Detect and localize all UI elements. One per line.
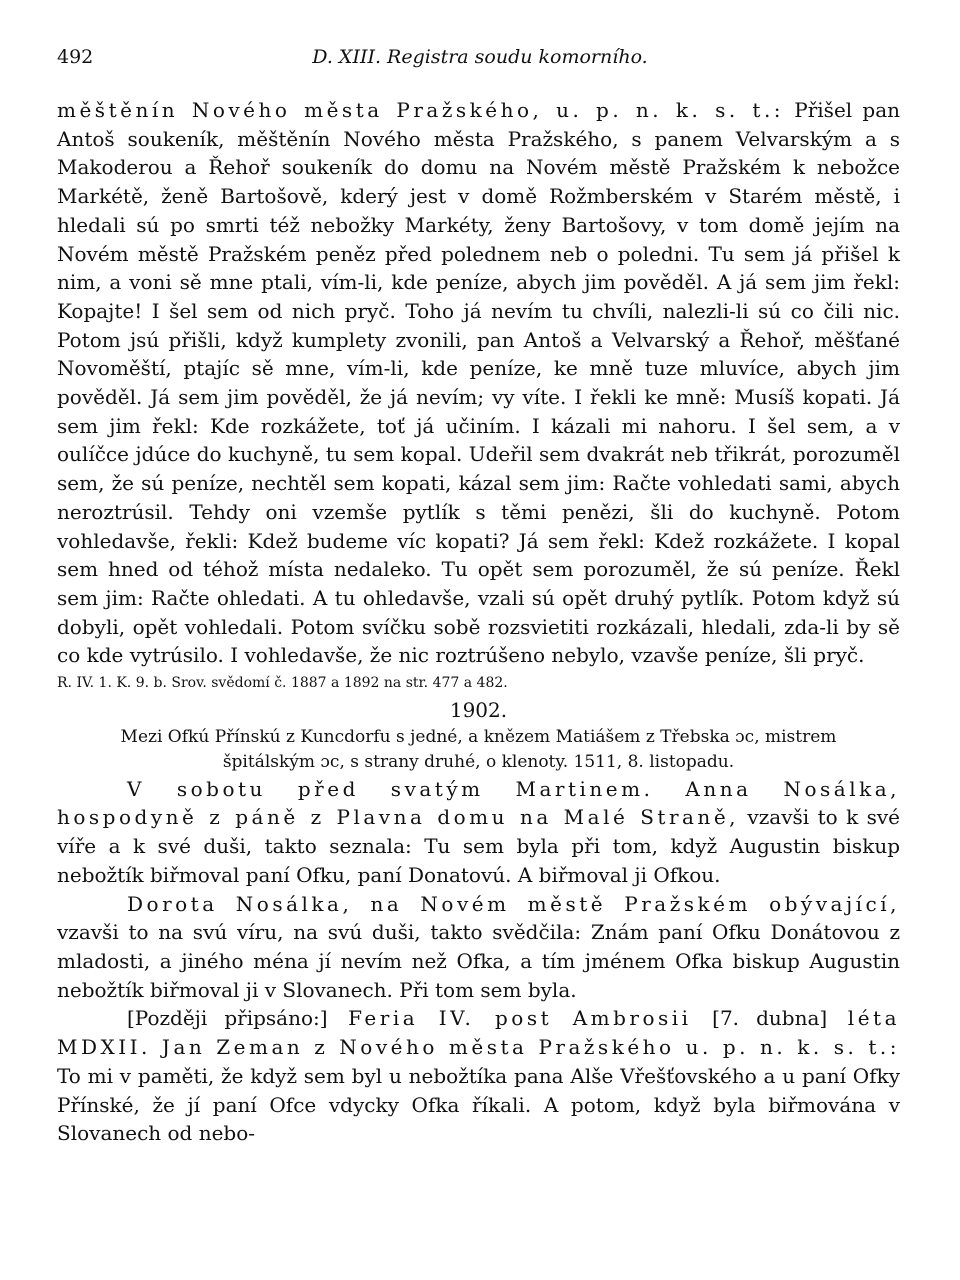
paragraph-testimony-4 — [57, 1004, 900, 1148]
spaced-phrase: V sobotu před svatým Martinem. Anna Nosálka, hospodyně z páně z Plavna domu na Malé Straně, — [57, 776, 900, 830]
paragraph-text: To mi v paměti, že když sem byl u nebožtíka pana Alše Vřešťovského a u paní Ofky Přínské, že jí paní Ofce vdycky Ofka říkali. A potom, když byla biřmována v Slovanech od nebo- — [57, 1063, 900, 1146]
body-text — [57, 96, 900, 1148]
entry-title: Mezi Ofkú Přínskú z Kuncdorfu s jedné, a knězem Matiášem z Třebska ɔc, mistrem špitálským ɔc, s strany druhé, o klenoty. 1511, 8. listopadu. — [120, 726, 837, 772]
paragraph-text: Přišel pan Antoš soukeník, měštěnín Nového města Pražského, s panem Velvarským a s Makoderou a Řehoř soukeník do domu na Novém městě Pražském k nebožce Markétě, ženě Bartošově, kderý jest v domě Rožmberském v Starém městě, i hledali sú po smrti též nebožky Markéty, ženy Bartošovy, v tom domě jejím na Novém městě Pražském peněz před polednem neb o poledni. Tu sem já přišel k nim, a voni sě mne ptali, vím-li, kde peníze, abych jim pověděl. A já sem jim řekl: Kopajte! I šel sem od nich pryč. Toho já nevím tu chvíli, nalezli-li sú co čili nic. Potom jsú přišli, když kumplety zvonili, pan Antoš a Velvarský a Řehoř, měšťané Novoměští, ptajíc sě mne, vím-li, kde peníze, ke mně tuze mluvíce, abych jim pověděl. Já sem jim pověděl, že já nevím; vy víte. I řekli ke mně: Musíš kopati. Já sem jim řekl: Kde rozkážete, toť já učiním. I kázali mi nahoru. I šel sem, a v oulíčce jdúce do kuchyně, tu sem kopal. Udeřil sem dvakrát neb třikrát, porozuměl sem, že sú peníze, nechtěl sem kopati, kázal sem jim: Račte vohledati sami, abych neroztrúsil. Tehdy oni vzemše pytlík s těmi penězi, šli do kuchyně. Potom vohledavše, řekli: Kdež budeme víc kopati? Já sem řekl: Kdež rozkážete. I kopal sem hned od téhož místa nedaleko. Tu opět sem porozuměl, že sú peníze. Řekl sem jim: Račte ohledati. A tu ohledavše, vzali sú opět druhý pytlík. Potom když sú dobyli, opět vohledali. Potom svíčku sobě rozsvietiti rozkázali, hledali, zda-li by sě co kde vytrúsilo. I vohledavše, že nic roztrúšeno nebylo, vzavše peníze, šli pryč. — [57, 98, 901, 668]
later-addition-note: [Později připsáno:] — [127, 1006, 328, 1031]
spaced-phrase: Dorota Nosálka, na Novém městě Pražském obývající, — [127, 891, 900, 916]
running-title: D. XIII. Registra soudu komorního. — [312, 46, 648, 68]
page-number: 492 — [57, 46, 94, 68]
paragraph-text: vzavši to na svú víru, na svú duši, takto svědčila: Znám paní Ofku Donátovou z mladosti, a jiného ména jí nevím než Ofka, a tím jménem Ofka biskup Augustin nebožtík biřmoval ji v Slovanech. Při tom sem byla. — [57, 920, 900, 1002]
paragraph-testimony-2 — [57, 775, 900, 890]
page-header — [57, 42, 903, 76]
entry-number: 1902. — [449, 698, 508, 723]
paragraph-testimony-3 — [57, 890, 900, 1005]
paragraph-testimony-1 — [57, 96, 900, 670]
archival-reference: R. IV. 1. K. 9. b. Srov. svědomí č. 1887 a 1892 na str. 477 a 482. — [57, 675, 508, 692]
spaced-phrase: měštěnín Nového města Pražského, u. p. n. k. s. t.: — [57, 98, 785, 122]
spaced-phrase: léta MDXII. Jan Zeman z Nového města Pražského u. p. n. k. s. t.: — [57, 1006, 900, 1060]
date-note: [7. dubna] — [712, 1006, 828, 1031]
paragraph-text: vzavši to k své víře a k své duši, takto seznala: Tu sem byla při tom, když Augustin biskup nebožtík biřmoval paní Ofku, paní Donatovú. A biřmoval ji Ofkou. — [57, 805, 900, 887]
spaced-phrase: Feria IV. post Ambrosii — [327, 1006, 713, 1031]
